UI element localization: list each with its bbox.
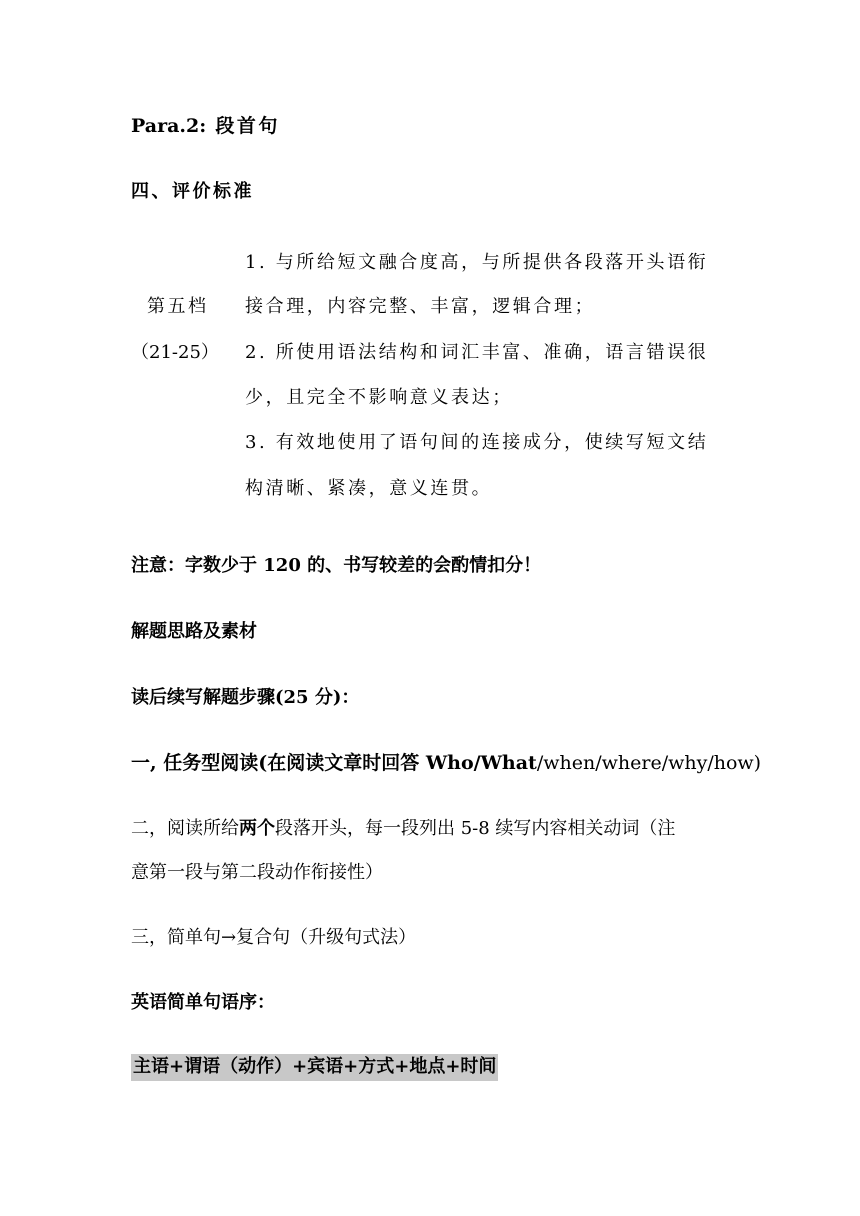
simple-order-formula-wrap xyxy=(131,1058,498,1076)
criteria-line: 构清晰、紧凑，意义连贯。 xyxy=(245,478,493,499)
para2-text: 段首句 xyxy=(206,115,280,137)
step2-emphasis: 两个 xyxy=(239,818,275,839)
tier-name: 第五档 xyxy=(147,296,209,317)
solution-title: 解题思路及素材 xyxy=(131,621,257,642)
step1-rest: /when/where/why/how) xyxy=(536,752,762,774)
para2-label: Para.2: xyxy=(131,115,207,137)
step-2 xyxy=(131,820,675,838)
step-2-cont: 意第一段与第二段动作衔接性） xyxy=(131,862,383,883)
criteria-line: 2. 所使用语法结构和词汇丰富、准确，语言错误很 xyxy=(245,342,709,363)
steps-title: 读后续写解题步骤(25 分)： xyxy=(131,687,360,708)
step-3: 三，简单句→复合句（升级句式法） xyxy=(131,927,417,948)
tier-range: （21-25） xyxy=(131,342,219,363)
step2-a: 二，阅读所给 xyxy=(131,818,239,839)
simple-order-formula: 主语+谓语（动作）+宾语+方式+地点+时间 xyxy=(131,1054,498,1081)
step1-bold: 一, 任务型阅读(在阅读文章时回答 Who/What xyxy=(131,752,537,774)
step2-c: 段落开头，每一段列出 5-8 续写内容相关动词（注 xyxy=(275,818,676,839)
criteria-line: 少，且完全不影响意义表达； xyxy=(245,387,513,408)
word-count-note: 注意：字数少于 120 的、书写较差的会酌情扣分！ xyxy=(131,555,542,576)
para2-heading xyxy=(131,117,280,136)
section4-title: 四、评价标准 xyxy=(131,181,254,202)
simple-order-title: 英语简单句语序： xyxy=(131,992,275,1013)
criteria-line: 3. 有效地使用了语句间的连接成分，使续写短文结 xyxy=(245,432,709,453)
criteria-line: 1. 与所给短文融合度高，与所提供各段落开头语衔 xyxy=(245,252,709,273)
step-1 xyxy=(131,754,761,773)
criteria-line: 接合理，内容完整、丰富，逻辑合理； xyxy=(245,296,596,317)
